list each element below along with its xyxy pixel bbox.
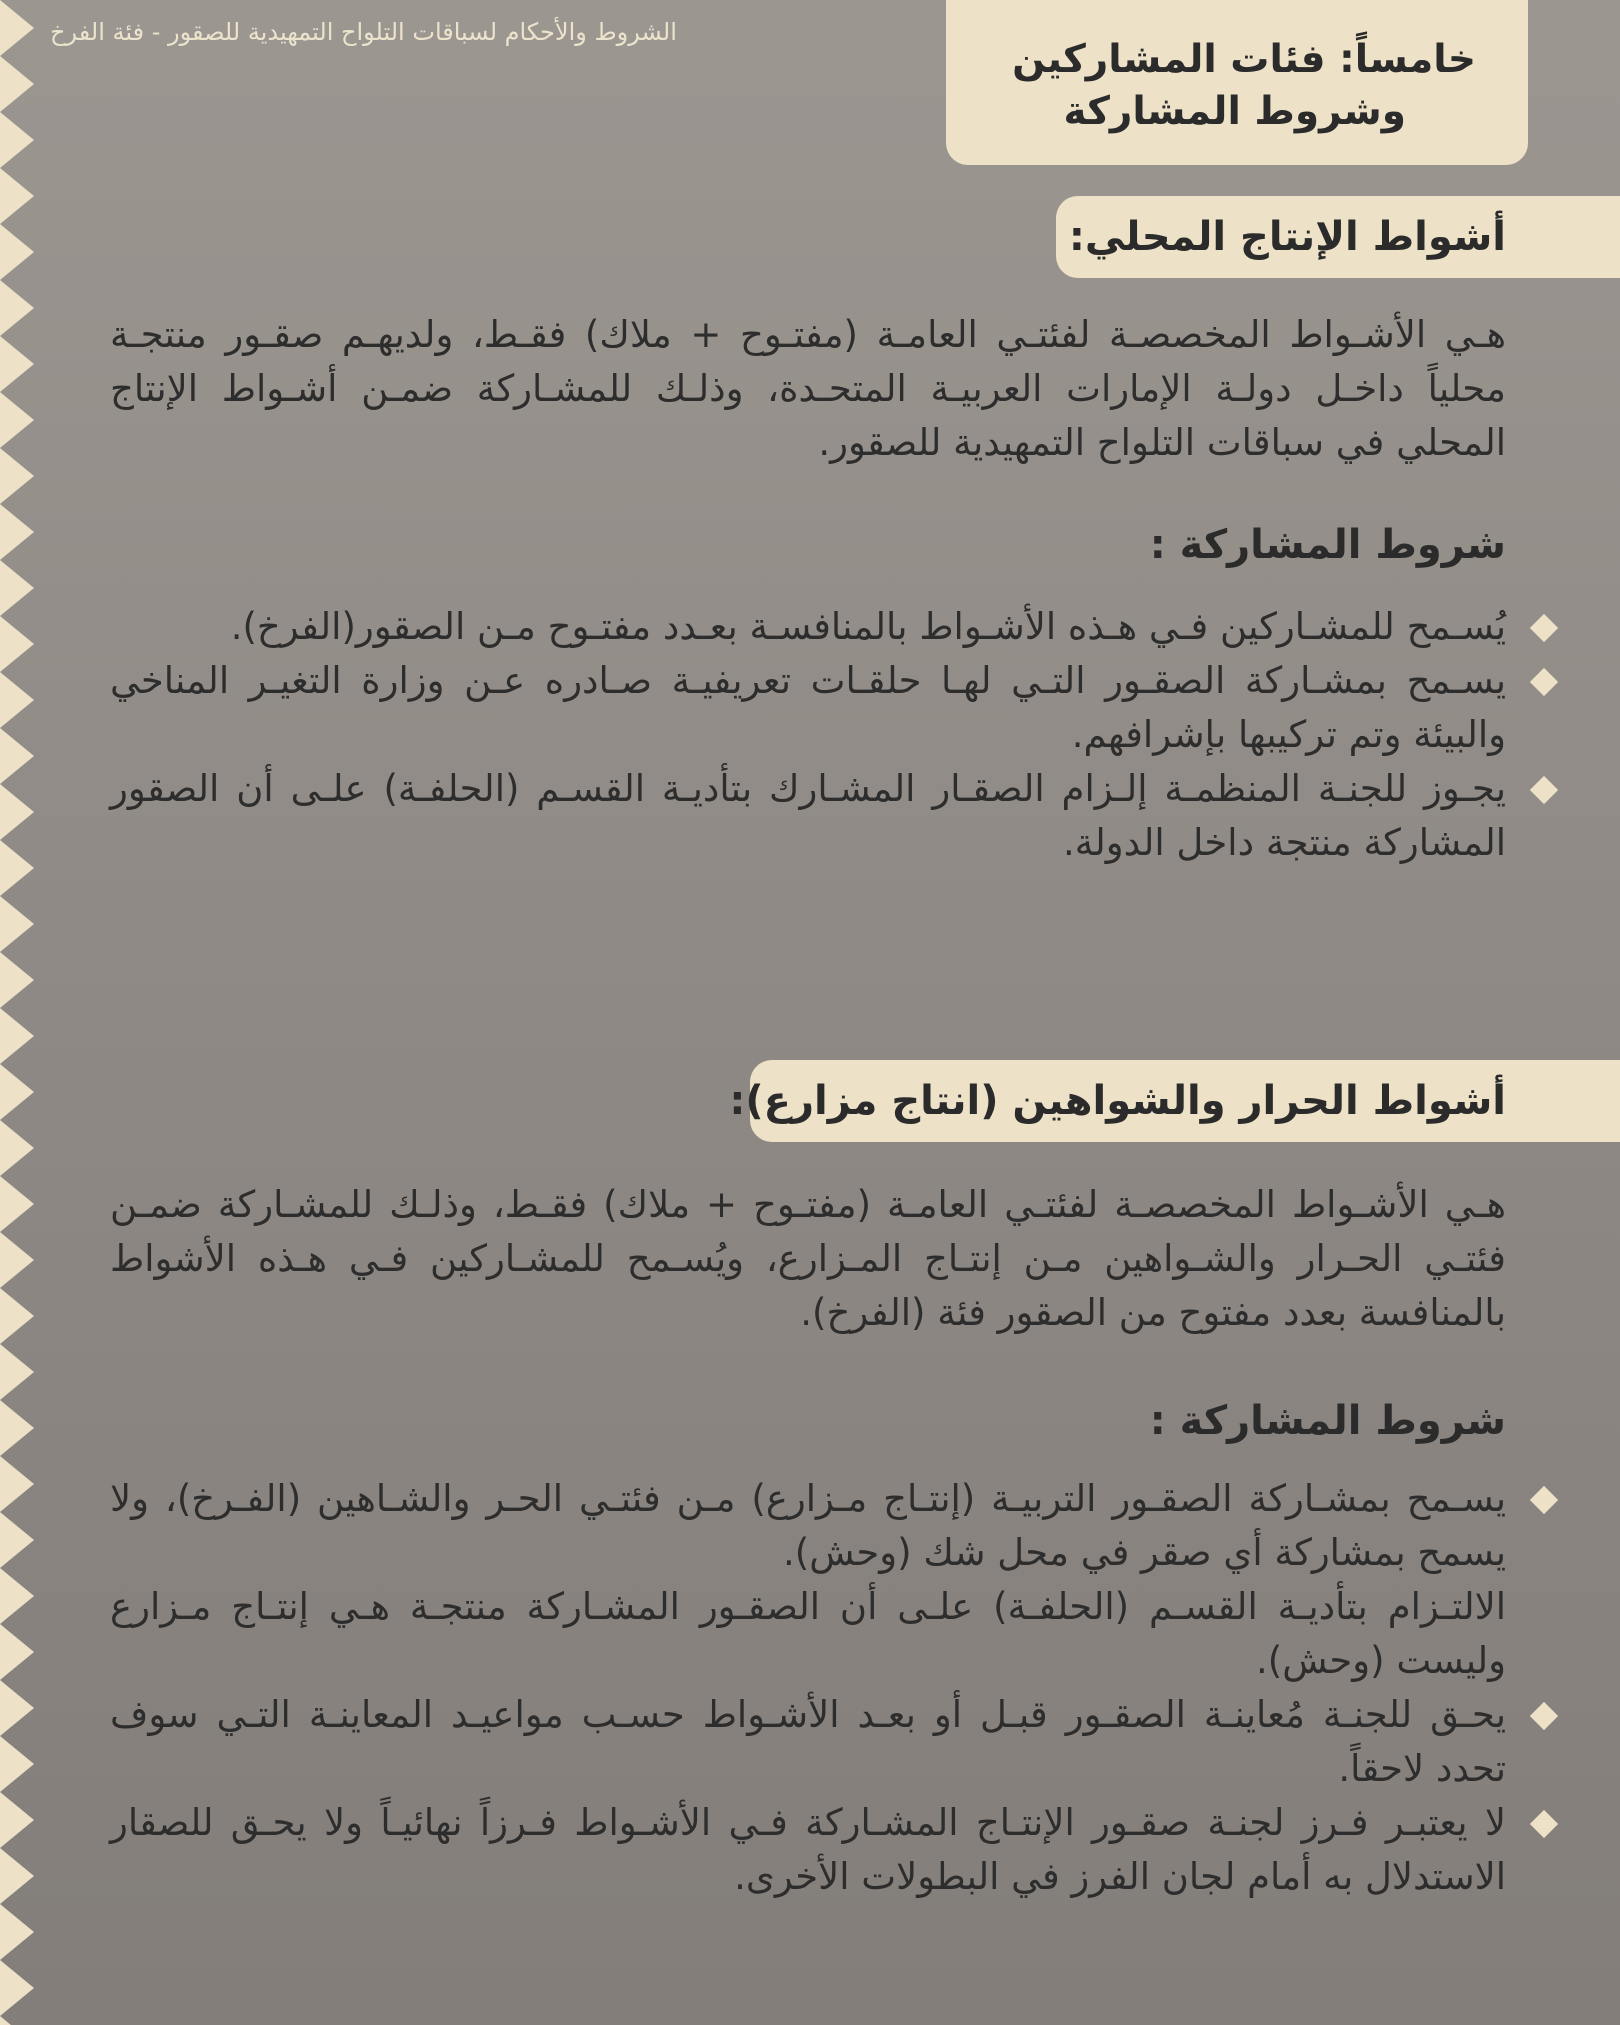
diamond-bullet-icon xyxy=(1530,1486,1558,1514)
list-item: يُسـمح للمشـاركين فـي هـذه الأشـواط بالمنافسـة بعـدد مفتـوح مـن الصقور(الفرخ). xyxy=(110,600,1560,654)
list-item: يجـوز للجنـة المنظمـة إلـزام الصقـار المشـارك بتأديـة القسـم (الحلفـة) علـى أن الصقور المشاركة منتجة داخل الدولة. xyxy=(110,762,1560,870)
zigzag-border xyxy=(0,0,38,2025)
conditions-heading: شروط المشاركة : xyxy=(1149,1398,1506,1444)
conditions-list xyxy=(110,600,1560,870)
chapter-title-line2: وشروط المشاركة xyxy=(1063,89,1406,134)
conditions-list xyxy=(110,1472,1560,1904)
chapter-title-line1: خامساً: فئات المشاركين xyxy=(1012,37,1476,82)
diamond-bullet-icon xyxy=(1530,614,1558,642)
diamond-bullet-icon xyxy=(1530,1810,1558,1838)
diamond-bullet-icon xyxy=(1530,668,1558,696)
diamond-bullet-icon xyxy=(1530,1702,1558,1730)
list-item: يحـق للجنـة مُعاينـة الصقـور قبـل أو بعـد الأشـواط حسـب مواعيـد المعاينـة التـي سوف تحدد لاحقاً. xyxy=(110,1688,1560,1796)
list-item: يسـمح بمشـاركة الصقـور التربيـة (إنتـاج مـزارع) مـن فئتـي الحـر والشـاهين (الفـرخ)، ولا يسمح بمشاركة أي صقر في محل شك (وحش). xyxy=(110,1472,1560,1580)
diamond-bullet-icon xyxy=(1530,776,1558,804)
section-title-local-production: أشواط الإنتاج المحلي: xyxy=(1056,196,1620,278)
running-header: الشروط والأحكام لسباقات التلواح التمهيدية للصقور - فئة الفرخ xyxy=(50,18,677,46)
conditions-heading: شروط المشاركة : xyxy=(1149,522,1506,568)
section-paragraph-local-production: هـي الأشـواط المخصصـة لفئتـي العامـة (مفتـوح + ملاك) فقـط، ولديهـم صقـور منتجـة محلياً داخـل دولـة الإمارات العربيـة المتحـدة، وذلـك للمشـاركة ضمـن أشـواط الإنتاج المحلي في سباقات التلواح التمهيدية للصقور. xyxy=(110,313,1506,464)
list-item: يسـمح بمشـاركة الصقـور التـي لهـا حلقـات تعريفيـة صـادره عـن وزارة التغيـر المناخي والبيئة وتم تركيبها بإشرافهم. xyxy=(110,654,1560,762)
section-paragraph-farm-production: هـي الأشـواط المخصصـة لفئتـي العامـة (مفتـوح + ملاك) فقـط، وذلـك للمشـاركة ضمـن فئتـي الحـرار والشـواهين مـن إنتـاج المـزارع، ويُسـمح للمشـاركين فـي هـذه الأشواط بالمنافسة بعدد مفتوح من الصقور فئة (الفرخ). xyxy=(110,1183,1506,1334)
list-item: لا يعتبـر فـرز لجنـة صقـور الإنتـاج المشـاركة فـي الأشـواط فـرزاً نهائيـاً ولا يحـق للصقار الاستدلال به أمام لجان الفرز في البطولات الأخرى. xyxy=(110,1796,1560,1904)
section-title-farm-production: أشواط الحرار والشواهين (انتاج مزارع): xyxy=(750,1060,1620,1142)
list-item: الالتـزام بتأديـة القسـم (الحلفـة) علـى أن الصقـور المشـاركة منتجـة هـي إنتـاج مـزارع وليست (وحش). xyxy=(110,1585,1506,1682)
chapter-title-box xyxy=(946,0,1528,165)
